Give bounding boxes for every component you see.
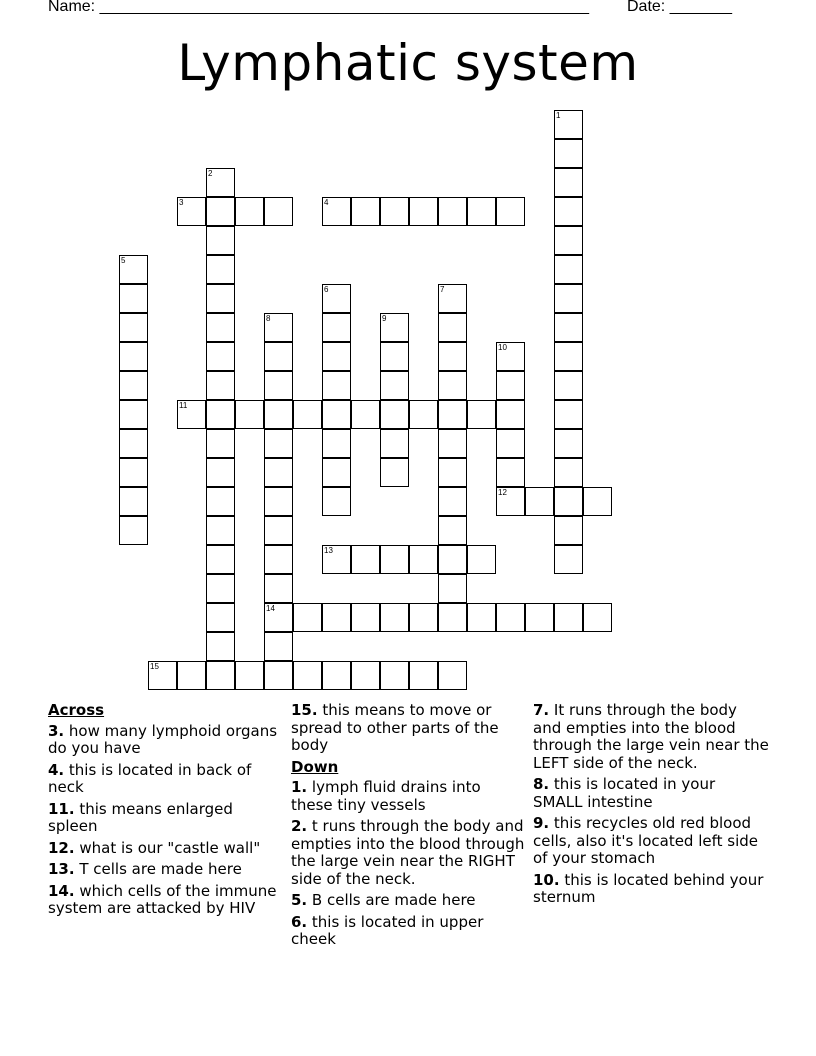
clue-text: how many lymphoid organs do you have [48, 721, 278, 757]
clue-number: 15. [291, 701, 318, 719]
crossword-cell[interactable] [119, 429, 148, 458]
clue-number: 6. [291, 912, 308, 931]
crossword-cell[interactable] [438, 574, 467, 603]
crossword-cell[interactable] [554, 313, 583, 342]
crossword-cell[interactable] [322, 400, 351, 429]
crossword-cell[interactable] [380, 371, 409, 400]
crossword-cell[interactable] [206, 516, 235, 545]
crossword-cell[interactable] [264, 545, 293, 574]
crossword-cell[interactable] [409, 545, 438, 574]
crossword-cell[interactable] [235, 661, 264, 690]
crossword-cell[interactable] [206, 255, 235, 284]
crossword-cell[interactable] [380, 342, 409, 371]
crossword-cell[interactable] [264, 487, 293, 516]
down-clue-1 [291, 779, 527, 814]
crossword-cell[interactable] [235, 197, 264, 226]
crossword-cell[interactable] [554, 429, 583, 458]
clue-text: this means to move or spread to other parts of the body [291, 701, 499, 754]
crossword-cell[interactable] [293, 661, 322, 690]
crossword-cell[interactable] [206, 197, 235, 226]
crossword-cell[interactable] [409, 400, 438, 429]
crossword-cell[interactable] [206, 342, 235, 371]
crossword-cell[interactable] [322, 661, 351, 690]
crossword-cell[interactable] [177, 400, 206, 429]
cell-number: 14 [266, 604, 275, 613]
crossword-cell[interactable] [264, 516, 293, 545]
crossword-cell[interactable] [554, 487, 583, 516]
crossword-cell[interactable] [119, 516, 148, 545]
across-clue-11 [48, 801, 284, 836]
crossword-cell[interactable] [206, 458, 235, 487]
crossword-cell[interactable] [264, 458, 293, 487]
down-clue-8 [533, 776, 769, 811]
clue-text: It runs through the body and empties into the blood through the large vein near the LEFT side of the neck. [533, 701, 769, 772]
crossword-cell[interactable] [438, 487, 467, 516]
crossword-cell[interactable] [119, 487, 148, 516]
clue-number: 9. [533, 814, 550, 832]
crossword-cell[interactable] [438, 197, 467, 226]
crossword-cell[interactable] [554, 516, 583, 545]
clue-text: this is located in your SMALL intestine [533, 775, 716, 811]
crossword-cell[interactable] [496, 429, 525, 458]
crossword-cell[interactable] [206, 545, 235, 574]
crossword-cell[interactable] [206, 661, 235, 690]
crossword-cell[interactable] [409, 603, 438, 632]
crossword-cell[interactable] [380, 197, 409, 226]
crossword-cell[interactable] [264, 313, 293, 342]
down-heading: Down [291, 757, 339, 776]
across-clue-15 [291, 702, 527, 755]
cell-number: 13 [324, 546, 333, 555]
clue-text: this is located in upper cheek [291, 912, 484, 948]
down-clue-9 [533, 815, 769, 868]
crossword-cell[interactable] [496, 197, 525, 226]
name-field-line: Name: _______________________________________________________ [48, 0, 589, 15]
cell-number: 2 [208, 169, 213, 178]
crossword-cell[interactable] [554, 400, 583, 429]
crossword-cell[interactable] [438, 400, 467, 429]
clue-number: 12. [48, 838, 75, 857]
crossword-cell[interactable] [293, 400, 322, 429]
crossword-cell[interactable] [264, 197, 293, 226]
clue-number: 7. [533, 701, 550, 719]
clues-column-2 [291, 702, 527, 953]
crossword-cell[interactable] [119, 400, 148, 429]
crossword-cell[interactable] [438, 429, 467, 458]
crossword-cell[interactable] [467, 545, 496, 574]
clue-text: t runs through the body and empties into the blood through the large vein near the RIGHT side of the neck. [291, 817, 525, 888]
crossword-cell[interactable] [264, 603, 293, 632]
cell-number: 8 [266, 314, 271, 323]
crossword-cell[interactable] [119, 255, 148, 284]
crossword-cell[interactable] [554, 226, 583, 255]
clue-text: this is located in back of neck [48, 760, 252, 796]
clue-number: 11. [48, 799, 75, 818]
crossword-cell[interactable] [206, 429, 235, 458]
crossword-cell[interactable] [177, 197, 206, 226]
clue-number: 1. [291, 778, 308, 796]
crossword-cell[interactable] [554, 545, 583, 574]
page-title: Lymphatic system [177, 34, 639, 92]
crossword-cell[interactable] [148, 661, 177, 690]
down-clue-5 [291, 892, 527, 910]
clue-number: 8. [533, 775, 550, 793]
clue-number: 2. [291, 817, 308, 835]
crossword-cell[interactable] [206, 371, 235, 400]
crossword-cell[interactable] [119, 342, 148, 371]
clue-text: B cells are made here [307, 891, 476, 909]
crossword-cell[interactable] [380, 545, 409, 574]
crossword-cell[interactable] [264, 342, 293, 371]
cell-number: 9 [382, 314, 387, 323]
clues-column-3 [533, 702, 769, 911]
clue-text: lymph fluid drains into these tiny vessels [291, 778, 481, 814]
crossword-cell[interactable] [264, 661, 293, 690]
crossword-cell[interactable] [409, 197, 438, 226]
cell-number: 4 [324, 198, 329, 207]
crossword-cell[interactable] [322, 458, 351, 487]
crossword-cell[interactable] [177, 661, 206, 690]
crossword-cell[interactable] [206, 168, 235, 197]
crossword-cell[interactable] [438, 313, 467, 342]
crossword-cell[interactable] [554, 168, 583, 197]
cell-number: 11 [179, 401, 188, 410]
clue-number: 14. [48, 881, 75, 900]
crossword-cell[interactable] [206, 632, 235, 661]
crossword-cell[interactable] [554, 458, 583, 487]
cell-number: 3 [179, 198, 184, 207]
crossword-cell[interactable] [380, 400, 409, 429]
crossword-cell[interactable] [380, 429, 409, 458]
clue-text: this recycles old red blood cells, also it's located left side of your stomach [533, 814, 759, 867]
crossword-cell[interactable] [438, 603, 467, 632]
crossword-cell[interactable] [322, 487, 351, 516]
clue-text: what is our "castle wall" [74, 838, 261, 857]
crossword-cell[interactable] [554, 342, 583, 371]
crossword-cell[interactable] [438, 371, 467, 400]
crossword-cell[interactable] [351, 661, 380, 690]
crossword-cell[interactable] [322, 313, 351, 342]
crossword-cell[interactable] [554, 284, 583, 313]
crossword-cell[interactable] [583, 487, 612, 516]
clue-number: 5. [291, 891, 308, 909]
across-clue-14 [48, 883, 284, 918]
across-clue-4 [48, 762, 284, 797]
crossword-cell[interactable] [264, 632, 293, 661]
crossword-cell[interactable] [380, 458, 409, 487]
across-clue-12 [48, 840, 284, 858]
crossword-cell[interactable] [322, 545, 351, 574]
crossword-cell[interactable] [438, 342, 467, 371]
crossword-cell[interactable] [467, 400, 496, 429]
crossword-cell[interactable] [322, 371, 351, 400]
crossword-cell[interactable] [119, 284, 148, 313]
crossword-cell[interactable] [119, 458, 148, 487]
cell-number: 12 [498, 488, 507, 497]
crossword-cell[interactable] [351, 400, 380, 429]
crossword-cell[interactable] [235, 400, 264, 429]
crossword-cell[interactable] [206, 226, 235, 255]
cell-number: 15 [150, 662, 159, 671]
crossword-cell[interactable] [351, 197, 380, 226]
crossword-cell[interactable] [525, 603, 554, 632]
crossword-cell[interactable] [264, 574, 293, 603]
across-clue-13 [48, 861, 284, 879]
crossword-cell[interactable] [554, 603, 583, 632]
crossword-cell[interactable] [554, 255, 583, 284]
crossword-cell[interactable] [438, 661, 467, 690]
crossword-cell[interactable] [496, 342, 525, 371]
crossword-cell[interactable] [119, 313, 148, 342]
date-field-line: Date: _______ [627, 0, 732, 15]
crossword-cell[interactable] [496, 603, 525, 632]
crossword-cell[interactable] [351, 545, 380, 574]
crossword-cell[interactable] [380, 661, 409, 690]
clue-number: 4. [48, 760, 65, 779]
crossword-cell[interactable] [467, 603, 496, 632]
crossword-cell[interactable] [264, 429, 293, 458]
crossword-cell[interactable] [554, 197, 583, 226]
crossword-cell[interactable] [438, 284, 467, 313]
crossword-cell[interactable] [119, 371, 148, 400]
crossword-cell[interactable] [554, 110, 583, 139]
crossword-cell[interactable] [496, 487, 525, 516]
crossword-cell[interactable] [380, 313, 409, 342]
crossword-cell[interactable] [206, 574, 235, 603]
crossword-cell[interactable] [554, 139, 583, 168]
clue-number: 10. [533, 870, 560, 889]
crossword-cell[interactable] [409, 661, 438, 690]
crossword-cell[interactable] [496, 371, 525, 400]
crossword-cell[interactable] [206, 284, 235, 313]
crossword-cell[interactable] [583, 603, 612, 632]
down-clue-7 [533, 702, 769, 772]
cell-number: 5 [121, 256, 126, 265]
crossword-cell[interactable] [496, 400, 525, 429]
across-heading: Across [48, 701, 105, 719]
clue-text: this is located behind your sternum [533, 870, 764, 906]
crossword-cell[interactable] [554, 371, 583, 400]
crossword-cell[interactable] [438, 545, 467, 574]
clue-text: T cells are made here [74, 860, 242, 878]
crossword-cell[interactable] [264, 400, 293, 429]
crossword-cell[interactable] [380, 603, 409, 632]
down-clue-2 [291, 818, 527, 888]
crossword-cell[interactable] [467, 197, 496, 226]
crossword-cell[interactable] [206, 603, 235, 632]
crossword-cell[interactable] [206, 400, 235, 429]
crossword-cell[interactable] [322, 603, 351, 632]
crossword-cell[interactable] [293, 603, 322, 632]
crossword-cell[interactable] [206, 487, 235, 516]
clue-text: this means enlarged spleen [48, 799, 233, 835]
cell-number: 10 [498, 343, 507, 352]
down-clue-6 [291, 914, 527, 949]
cell-number: 1 [556, 111, 561, 120]
across-clue-3 [48, 723, 284, 758]
crossword-cell[interactable] [351, 603, 380, 632]
clue-number: 13. [48, 860, 75, 878]
cell-number: 7 [440, 285, 445, 294]
crossword-cell[interactable] [322, 284, 351, 313]
crossword-cell[interactable] [264, 371, 293, 400]
crossword-cell[interactable] [496, 458, 525, 487]
crossword-cell[interactable] [438, 516, 467, 545]
crossword-cell[interactable] [438, 458, 467, 487]
clue-text: which cells of the immune system are attacked by HIV [48, 881, 277, 917]
down-clue-10 [533, 872, 769, 907]
crossword-cell[interactable] [322, 429, 351, 458]
crossword-cell[interactable] [206, 313, 235, 342]
crossword-cell[interactable] [322, 197, 351, 226]
crossword-cell[interactable] [525, 487, 554, 516]
clue-number: 3. [48, 721, 65, 740]
cell-number: 6 [324, 285, 329, 294]
clues-column-1 [48, 702, 284, 922]
crossword-cell[interactable] [322, 342, 351, 371]
